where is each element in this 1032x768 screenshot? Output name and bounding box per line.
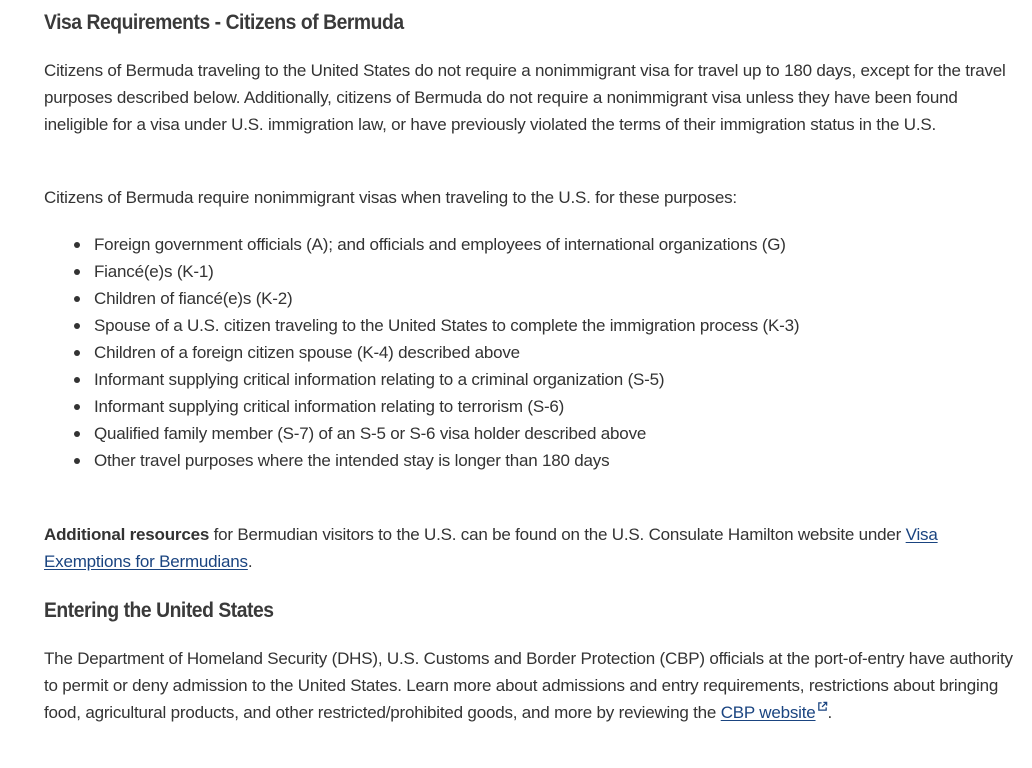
additional-resources-text: for Bermudian visitors to the U.S. can be found on the U.S. Consulate Hamilton website under — [209, 525, 906, 544]
dhs-period: . — [827, 703, 833, 722]
visa-requirements-heading: Visa Requirements - Citizens of Bermuda — [44, 11, 404, 34]
additional-resources-bold: Additional resources — [44, 525, 210, 544]
entering-us-heading: Entering the United States — [44, 599, 274, 622]
list-item: Children of a foreign citizen spouse (K-4) described above — [94, 339, 799, 366]
list-item: Spouse of a U.S. citizen traveling to the United States to complete the immigration process (K-3) — [94, 312, 799, 339]
cbp-website-link[interactable] — [721, 703, 816, 722]
additional-resources-paragraph — [44, 521, 1004, 575]
resources-period: . — [247, 552, 253, 571]
external-link-icon — [817, 701, 828, 712]
list-item: Foreign government officials (A); and officials and employees of international organizations (G) — [94, 231, 799, 258]
cbp-website-link-label: CBP website — [720, 703, 816, 722]
visa-intro-paragraph: Citizens of Bermuda traveling to the United States do not require a nonimmigrant visa for travel up to 180 days, except for the travel purposes described below. Additionally, citizens of Bermuda do not require a nonimmigrant visa unless they have been found ineligible for a visa under U.S. immigration law, or have previously violated the terms of their immigration status in the U.S. — [44, 61, 1006, 134]
visa-exemptions-link[interactable]: Visa Exemptions for Bermudians — [44, 525, 938, 571]
list-item: Informant supplying critical information relating to terrorism (S-6) — [94, 393, 799, 420]
list-item: Other travel purposes where the intended stay is longer than 180 days — [94, 447, 799, 474]
dhs-paragraph — [44, 645, 1014, 726]
dhs-text: The Department of Homeland Security (DHS), U.S. Customs and Border Protection (CBP) officials at the port-of-entry have authority to permit or deny admission to the United States. Learn more about admissions and entry requirements, restrictions about bringing food, agricultural products, and other restricted/prohibited goods, and more by reviewing the — [44, 649, 1013, 722]
visa-require-intro: Citizens of Bermuda require nonimmigrant visas when traveling to the U.S. for these purposes: — [44, 188, 737, 207]
list-item: Qualified family member (S-7) of an S-5 or S-6 visa holder described above — [94, 420, 799, 447]
list-item: Fiancé(e)s (K-1) — [94, 258, 799, 285]
list-item: Children of fiancé(e)s (K-2) — [94, 285, 799, 312]
list-item: Informant supplying critical information relating to a criminal organization (S-5) — [94, 366, 799, 393]
visa-purposes-list — [44, 231, 799, 474]
